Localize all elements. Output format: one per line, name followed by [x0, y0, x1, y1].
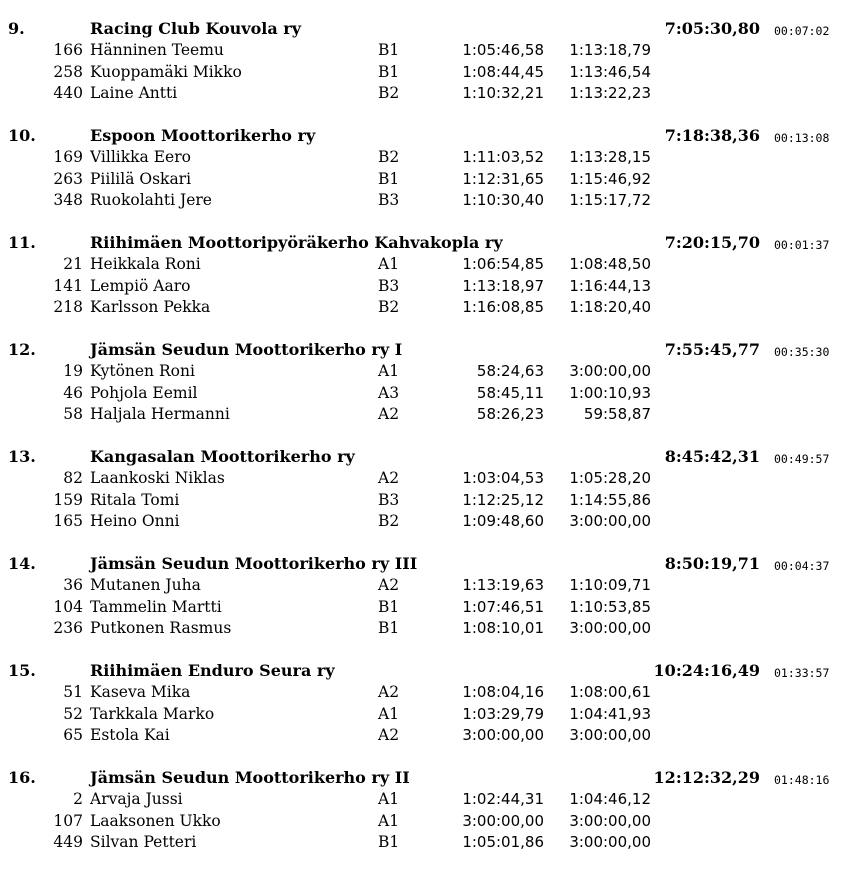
rider-time-1: 3:00:00,00 [462, 811, 544, 830]
rider-name: Haljala Hermanni [90, 405, 230, 423]
rider-time-2: 1:05:28,20 [569, 469, 651, 487]
team-total-time: 12:12:32,29 [653, 768, 760, 787]
rider-number: 21 [63, 255, 83, 273]
rider-time-1: 58:24,63 [476, 362, 544, 380]
rider-number: 52 [63, 704, 83, 723]
rider-time-1: 3:00:00,00 [462, 726, 544, 744]
rider-number: 46 [63, 383, 83, 402]
rider-time-2: 1:14:55,86 [569, 490, 651, 509]
rider-row [0, 575, 844, 597]
rider-row [0, 147, 844, 169]
rider-class: B2 [378, 84, 400, 102]
team-total-time: 7:18:38,36 [664, 126, 760, 145]
rider-class: B1 [378, 597, 400, 616]
rider-time-2: 59:58,87 [583, 405, 651, 423]
rider-row [0, 276, 844, 298]
rider-row [0, 361, 844, 383]
rider-time-1: 1:09:48,60 [462, 512, 544, 530]
rider-class: A2 [378, 683, 400, 701]
rider-class: A1 [378, 362, 400, 380]
rider-number: 165 [53, 512, 83, 530]
rider-name: Heikkala Roni [90, 255, 201, 273]
rider-name: Estola Kai [90, 726, 170, 744]
rider-name: Kuoppamäki Mikko [90, 62, 242, 81]
rider-name: Laaksonen Ukko [90, 811, 221, 830]
rider-time-1: 1:12:31,65 [462, 169, 544, 188]
rider-time-1: 1:08:44,45 [462, 62, 544, 81]
team-name: Kangasalan Moottorikerho ry [90, 447, 355, 466]
rider-number: 36 [63, 576, 83, 594]
rider-class: A1 [378, 811, 400, 830]
rider-number: 449 [53, 833, 83, 851]
rider-time-1: 1:03:29,79 [462, 704, 544, 723]
rider-number: 107 [53, 811, 83, 830]
rider-time-2: 1:04:46,12 [569, 790, 651, 808]
rider-row [0, 83, 844, 105]
rider-time-2: 1:10:53,85 [569, 597, 651, 616]
rider-row [0, 254, 844, 276]
rider-row [0, 62, 844, 84]
rider-class: B1 [378, 62, 400, 81]
rider-class: B3 [378, 191, 400, 209]
rider-number: 65 [63, 726, 83, 744]
rider-time-2: 3:00:00,00 [569, 512, 651, 530]
rider-name: Laankoski Niklas [90, 469, 225, 487]
rider-number: 440 [53, 84, 83, 102]
rider-time-2: 3:00:00,00 [569, 362, 651, 380]
team-time-gap: 01:33:57 [774, 666, 830, 680]
rider-time-2: 3:00:00,00 [569, 619, 651, 637]
team-total-time: 10:24:16,49 [653, 661, 760, 680]
rider-name: Piililä Oskari [90, 169, 192, 188]
rider-time-1: 1:08:04,16 [462, 683, 544, 701]
rider-time-1: 1:08:10,01 [462, 619, 544, 637]
rider-class: A1 [378, 704, 400, 723]
rider-class: B1 [378, 833, 400, 851]
rider-name: Ruokolahti Jere [90, 191, 212, 209]
team-time-gap: 00:13:08 [774, 131, 830, 145]
rider-number: 51 [63, 683, 83, 701]
rider-time-2: 1:10:09,71 [569, 576, 651, 594]
team-time-gap: 00:04:37 [774, 559, 830, 573]
rider-name: Villikka Eero [90, 148, 191, 166]
rider-row [0, 618, 844, 640]
rider-time-1: 58:26,23 [476, 405, 544, 423]
team-name: Jämsän Seudun Moottorikerho ry II [90, 768, 410, 787]
rider-row [0, 297, 844, 319]
rider-time-1: 1:02:44,31 [462, 790, 544, 808]
rider-name: Tarkkala Marko [90, 704, 215, 723]
rider-class: B3 [378, 490, 400, 509]
rider-class: B1 [378, 619, 400, 637]
team-block [0, 553, 844, 660]
team-time-gap: 00:49:57 [774, 452, 830, 466]
rider-time-2: 1:08:48,50 [569, 255, 651, 273]
team-total-time: 8:45:42,31 [664, 447, 760, 466]
team-block [0, 446, 844, 553]
rider-row [0, 511, 844, 533]
team-block [0, 125, 844, 232]
rider-row [0, 40, 844, 62]
rider-number: 159 [53, 490, 83, 509]
rider-class: A2 [378, 405, 400, 423]
rider-time-2: 1:04:41,93 [569, 704, 651, 723]
rider-name: Laine Antti [90, 84, 178, 102]
team-name: Riihimäen Moottoripyöräkerho Kahvakopla ry [90, 233, 503, 252]
rider-number: 166 [53, 41, 83, 59]
rider-time-2: 1:15:46,92 [569, 169, 651, 188]
rider-time-1: 1:03:04,53 [462, 469, 544, 487]
rider-name: Heino Onni [90, 512, 180, 530]
rider-time-2: 3:00:00,00 [569, 726, 651, 744]
rider-time-2: 1:00:10,93 [569, 383, 651, 402]
rider-row [0, 682, 844, 704]
team-block [0, 767, 844, 874]
rider-number: 82 [63, 469, 83, 487]
rider-row [0, 597, 844, 619]
rider-row [0, 789, 844, 811]
rider-number: 236 [53, 619, 83, 637]
rider-number: 19 [63, 362, 83, 380]
rider-time-1: 1:05:46,58 [462, 41, 544, 59]
rider-number: 141 [53, 276, 83, 295]
rider-row [0, 704, 844, 726]
rider-name: Lempiö Aaro [90, 276, 191, 295]
rider-name: Silvan Petteri [90, 833, 197, 851]
team-total-time: 7:05:30,80 [664, 19, 760, 38]
rider-class: B1 [378, 169, 400, 188]
rider-time-1: 1:10:32,21 [462, 84, 544, 102]
rider-name: Kytönen Roni [90, 362, 195, 380]
team-block [0, 339, 844, 446]
rider-number: 169 [53, 148, 83, 166]
rider-name: Hänninen Teemu [90, 41, 224, 59]
team-name: Jämsän Seudun Moottorikerho ry I [90, 340, 403, 359]
rider-name: Tammelin Martti [90, 597, 222, 616]
team-block [0, 18, 844, 125]
rider-time-2: 1:13:28,15 [569, 148, 651, 166]
team-rank: 16. [8, 768, 36, 787]
rider-time-1: 1:12:25,12 [462, 490, 544, 509]
rider-row [0, 383, 844, 405]
rider-name: Kaseva Mika [90, 683, 191, 701]
rider-number: 218 [53, 298, 83, 316]
team-time-gap: 00:01:37 [774, 238, 830, 252]
rider-name: Putkonen Rasmus [90, 619, 232, 637]
team-rank: 9. [8, 19, 25, 38]
rider-time-1: 1:05:01,86 [462, 833, 544, 851]
rider-row [0, 811, 844, 833]
rider-class: A3 [378, 383, 400, 402]
rider-time-1: 1:11:03,52 [462, 148, 544, 166]
rider-number: 2 [73, 790, 83, 808]
rider-class: A1 [378, 790, 400, 808]
rider-time-2: 1:13:18,79 [569, 41, 651, 59]
team-total-time: 7:20:15,70 [664, 233, 760, 252]
rider-row [0, 490, 844, 512]
team-block [0, 232, 844, 339]
rider-time-1: 1:07:46,51 [462, 597, 544, 616]
rider-name: Mutanen Juha [90, 576, 201, 594]
rider-number: 263 [53, 169, 83, 188]
team-time-gap: 00:35:30 [774, 345, 830, 359]
rider-name: Arvaja Jussi [90, 790, 183, 808]
team-total-time: 7:55:45,77 [664, 340, 760, 359]
team-rank: 15. [8, 661, 36, 680]
team-rank: 12. [8, 340, 36, 359]
team-name: Jämsän Seudun Moottorikerho ry III [90, 554, 418, 573]
rider-time-1: 1:13:19,63 [462, 576, 544, 594]
rider-time-1: 1:13:18,97 [462, 276, 544, 295]
rider-class: B1 [378, 41, 400, 59]
rider-number: 348 [53, 191, 83, 209]
rider-time-2: 1:16:44,13 [569, 276, 651, 295]
rider-time-2: 1:08:00,61 [569, 683, 651, 701]
rider-row [0, 468, 844, 490]
team-total-time: 8:50:19,71 [664, 554, 760, 573]
team-name: Espoon Moottorikerho ry [90, 126, 316, 145]
team-name: Riihimäen Enduro Seura ry [90, 661, 335, 680]
rider-class: A2 [378, 469, 400, 487]
rider-time-1: 1:16:08,85 [462, 298, 544, 316]
rider-time-2: 1:18:20,40 [569, 298, 651, 316]
rider-row [0, 725, 844, 747]
rider-class: B3 [378, 276, 400, 295]
rider-time-2: 3:00:00,00 [569, 811, 651, 830]
rider-class: A1 [378, 255, 400, 273]
team-rank: 10. [8, 126, 36, 145]
rider-name: Pohjola Eemil [90, 383, 198, 402]
rider-class: B2 [378, 512, 400, 530]
rider-row [0, 190, 844, 212]
rider-class: A2 [378, 726, 400, 744]
rider-time-1: 1:06:54,85 [462, 255, 544, 273]
team-time-gap: 00:07:02 [774, 24, 830, 38]
team-block [0, 660, 844, 767]
rider-number: 58 [63, 405, 83, 423]
rider-class: B2 [378, 298, 400, 316]
rider-number: 104 [53, 597, 83, 616]
rider-class: A2 [378, 576, 400, 594]
rider-row [0, 404, 844, 426]
team-rank: 11. [8, 233, 36, 252]
rider-time-2: 1:13:46,54 [569, 62, 651, 81]
rider-time-2: 3:00:00,00 [569, 833, 651, 851]
team-time-gap: 01:48:16 [774, 773, 830, 787]
team-rank: 14. [8, 554, 36, 573]
team-name: Racing Club Kouvola ry [90, 19, 302, 38]
rider-row [0, 832, 844, 854]
rider-number: 258 [53, 62, 83, 81]
team-rank: 13. [8, 447, 36, 466]
rider-name: Karlsson Pekka [90, 298, 211, 316]
rider-class: B2 [378, 148, 400, 166]
rider-time-1: 1:10:30,40 [462, 191, 544, 209]
rider-name: Ritala Tomi [90, 490, 180, 509]
rider-row [0, 169, 844, 191]
rider-time-1: 58:45,11 [476, 383, 544, 402]
rider-time-2: 1:13:22,23 [569, 84, 651, 102]
rider-time-2: 1:15:17,72 [569, 191, 651, 209]
